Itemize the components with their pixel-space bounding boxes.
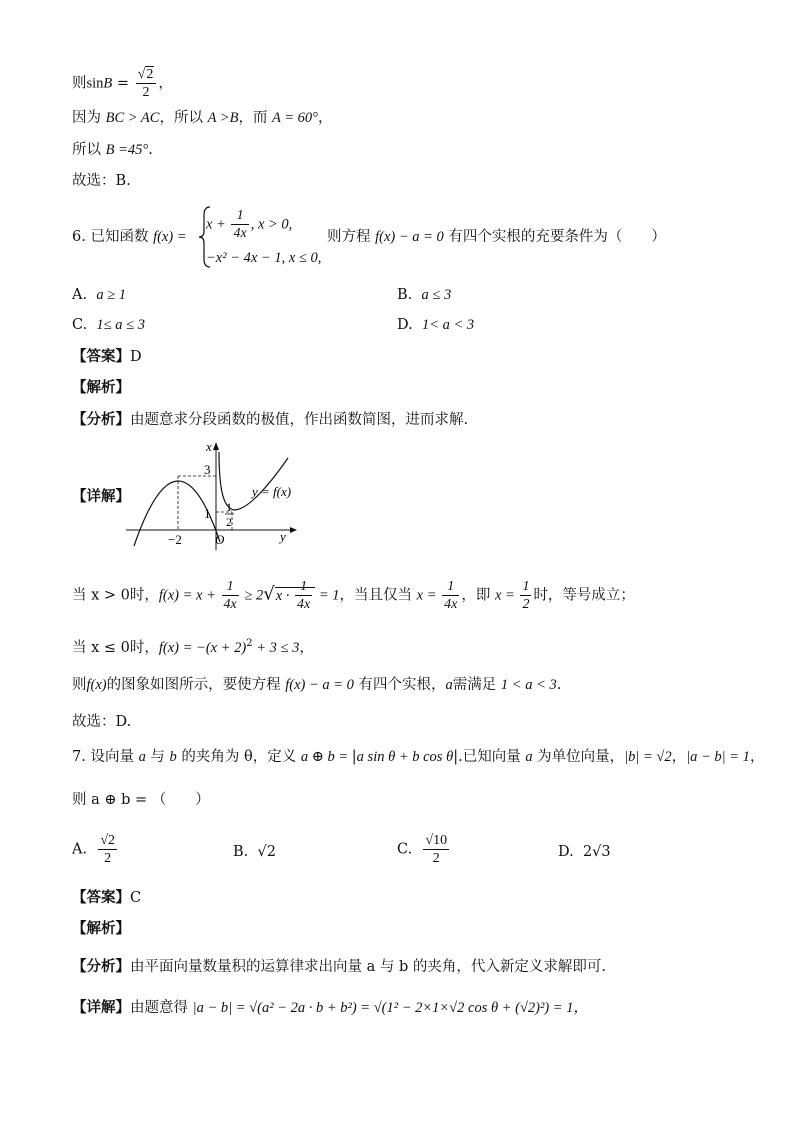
piecewise-case-1: x + $\frac{1}{4x}$ , x > 0, (206, 208, 293, 241)
analysis-tag: 【解析】 (72, 379, 130, 396)
line-choose-b: 故选：B. (72, 173, 131, 189)
tick-1: 1 (204, 506, 211, 521)
line-so: 所以 B =45°. (72, 142, 153, 158)
q7-answer-line: 【答案】C (72, 889, 142, 906)
question-6-stem-tail: 则方程 f(x) − a = 0 有四个实根的充要条件为（ ） (327, 229, 666, 245)
text: ， (158, 75, 173, 92)
line-sinb (72, 66, 173, 101)
q7-option-b[interactable]: B. √2 (233, 844, 276, 860)
solution-line-3: 则f(x)的图象如图所示，要使方程 f(x) − a = 0 有四个实根，a需满足 1 < a < 3. (72, 677, 562, 693)
option-c[interactable]: C. 1≤ a ≤ 3 (72, 317, 145, 333)
line-because: 因为 BC > AC，所以 A >B，而 A = 60°， (72, 110, 333, 126)
tick-half-num: 1 (226, 500, 232, 514)
tick-half-den: 2 (226, 515, 232, 529)
q7-option-a[interactable]: A. $\frac{√2}{2}$ (72, 833, 115, 866)
option-d[interactable]: D. 1< a < 3 (397, 317, 475, 333)
curve-label: y = f(x) (252, 484, 292, 499)
q7-detail-line: 【详解】由题意得 |a − b| = √(a² − 2a · b + b²) = √(1² − 2×1×√2 cos θ + (√2)²) = 1， (72, 999, 588, 1016)
solution-line-4: 故选：D. (72, 714, 132, 730)
text: 则 (72, 75, 87, 92)
question-7-line-2: 则 a ⊕ b = （ ） (72, 792, 210, 808)
function-graph (120, 438, 310, 556)
answer-line: 【答案】D (72, 348, 142, 365)
fraction: $\frac{√2}{2}$ (136, 66, 157, 101)
math: sin (86, 75, 104, 92)
detail-tag: 【详解】 (72, 488, 130, 505)
math: = (112, 75, 134, 92)
solution-line-1: 当 x > 0时，f(x) = x + $\frac{1}{4x}$ ≥ 2√x · $\frac{1}{4x}$ = 1，当且仅当 x = $\frac{1}{4x}$ ，即 x = $\frac{1}{2}$ 时，等号成立； (72, 579, 635, 612)
math: B (103, 75, 113, 92)
option-a[interactable]: A. a ≥ 1 (72, 287, 127, 303)
solution-line-2: 当 x ≤ 0时，$f(x) = -(x + 2)^2 + 3 \le 3$， (72, 638, 314, 656)
tick-neg2: −2 (168, 532, 182, 547)
q7-analysis-tag: 【解析】 (72, 920, 130, 937)
q7-option-d[interactable]: D. 2√3 (558, 844, 611, 860)
axis-label-x: x (206, 439, 212, 454)
option-b[interactable]: B. a ≤ 3 (397, 287, 452, 303)
axis-label-y: y (280, 529, 286, 544)
origin-label: O (215, 532, 225, 547)
question-6-stem: 6. 已知函数 f(x) = (72, 229, 187, 245)
piecewise-case-2: −x² − 4x − 1, x ≤ 0, (206, 250, 322, 266)
tick-3: 3 (204, 462, 211, 477)
q7-option-c[interactable]: C. $\frac{√10}{2}$ (397, 833, 448, 866)
fenxi-line: 【分析】由题意求分段函数的极值，作出函数简图，进而求解. (72, 411, 469, 428)
q7-fenxi-line: 【分析】由平面向量数量积的运算律求出向量 a 与 b 的夹角，代入新定义求解即可. (72, 958, 606, 975)
question-7-stem: 7. 设向量 a 与 b 的夹角为 θ，定义 a ⊕ b = |a sin θ + b cos θ|.已知向量 a 为单位向量，|b| = √2，|a − b| = 1， (72, 749, 765, 765)
